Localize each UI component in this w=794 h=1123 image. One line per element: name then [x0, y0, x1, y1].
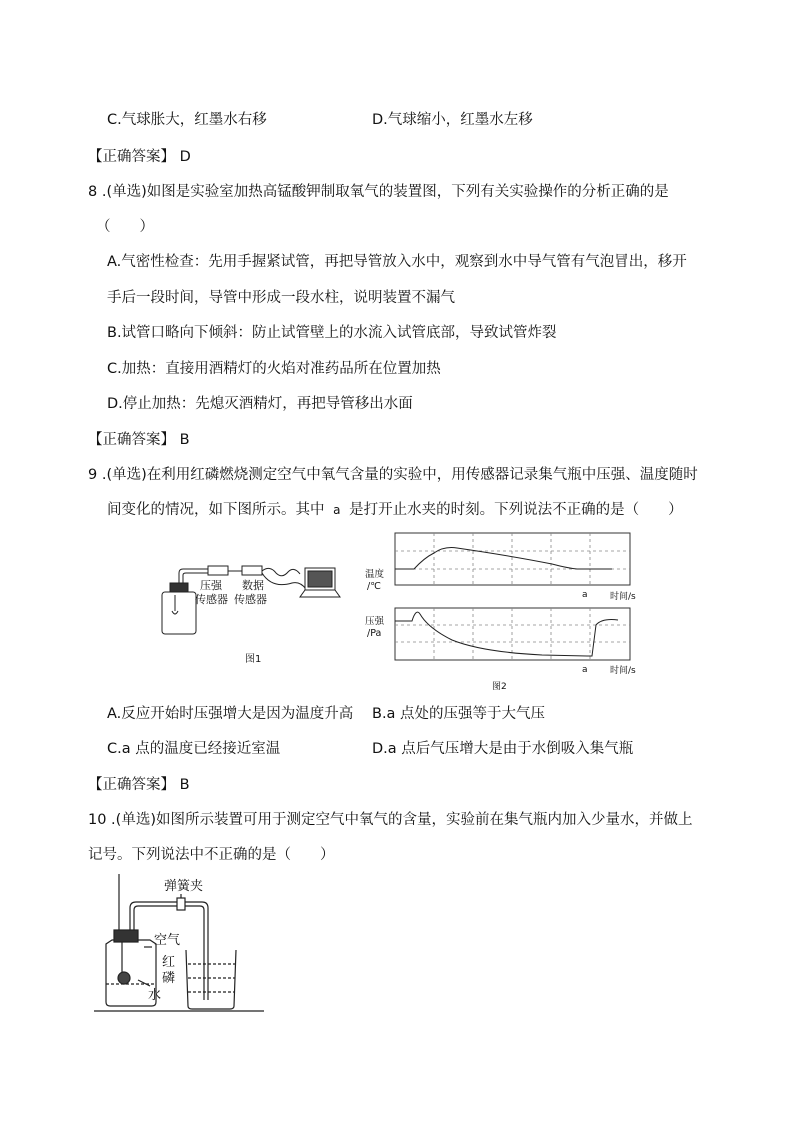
q8-stem-line1: 8 .(单选)如图是实验室加热高锰酸钾制取氧气的装置图，下列有关实验操作的分析正确的是	[88, 184, 669, 200]
q7-answer	[88, 147, 191, 167]
stem-text: 是打开止水夹的时刻。下列说法不正确的是（ ）	[349, 502, 683, 518]
water-label: 水	[148, 988, 162, 1003]
time-axis-label: 时间/s	[610, 666, 636, 676]
answer-label: 【正确答案】	[88, 432, 175, 448]
phosphorus-label: 磷	[162, 971, 176, 986]
figure1-caption: 图1	[245, 654, 262, 665]
temperature-graph	[365, 533, 636, 602]
q8-option-b: B.试管口略向下倾斜：防止试管壁上的水流入试管底部，导致试管炸裂	[107, 325, 557, 341]
pressure-label-2: /Pa	[367, 628, 382, 639]
spring-clamp-label: 弹簧夹	[164, 879, 204, 894]
data-sensor-label-2: 传感器	[234, 593, 267, 606]
q8-option-a-line1: A.气密性检查：先用手握紧试管，再把导管放入水中，观察到水中导气管有气泡冒出，移开	[107, 254, 687, 270]
q8-option-a-line2: 手后一段时间，导管中形成一段水柱，说明装置不漏气	[107, 290, 455, 306]
answer-label: 【正确答案】	[88, 777, 175, 793]
q9-figure2	[362, 528, 644, 693]
q8-option-d: D.停止加热：先熄灭酒精灯，再把导管移出水面	[107, 396, 413, 412]
q9-option-d: D.a 点后气压增大是由于水倒吸入集气瓶	[372, 741, 634, 757]
answer-value: B	[179, 777, 190, 793]
q7-option-c: C.气球胀大，红墨水右移	[107, 112, 267, 128]
q8-stem-line2: （ ）	[96, 219, 154, 235]
answer-label: 【正确答案】	[88, 149, 175, 165]
answer-value: D	[179, 149, 191, 165]
gas-bottle-icon	[162, 583, 196, 634]
q9-figure1	[150, 545, 350, 670]
q9-stem-line2	[107, 500, 683, 520]
q9-stem-line1: 9 .(单选)在利用红磷燃烧测定空气中氧气含量的实验中，用传感器记录集气瓶中压强、温度随时	[88, 467, 698, 483]
q7-option-d: D.气球缩小，红墨水左移	[372, 112, 533, 128]
answer-value: B	[179, 432, 190, 448]
pressure-sensor-label-1: 压强	[200, 579, 222, 592]
computer-icon	[300, 568, 340, 597]
pressure-graph	[365, 608, 636, 676]
figure2-caption: 图2	[492, 682, 507, 692]
temperature-label-2: /℃	[367, 581, 381, 592]
stem-var: a	[333, 503, 341, 517]
stem-text: 间变化的情况，如下图所示。其中	[107, 502, 325, 518]
air-label: 空气	[154, 933, 181, 948]
a-mark: a	[582, 665, 588, 675]
q10-stem-line2: 记号。下列说法中不正确的是（ ）	[88, 847, 335, 863]
a-mark: a	[582, 590, 588, 600]
data-sensor-label-1: 数据	[242, 579, 264, 592]
q9-option-c: C.a 点的温度已经接近室温	[107, 741, 281, 757]
red-label: 红	[162, 955, 176, 970]
pressure-sensor-label-2: 传感器	[195, 593, 228, 606]
q10-apparatus-figure	[92, 872, 267, 1014]
q8-answer	[88, 430, 190, 450]
q9-option-a: A.反应开始时压强增大是因为温度升高	[107, 706, 354, 722]
pressure-label-1: 压强	[365, 616, 385, 627]
q10-stem-line1: 10 .(单选)如图所示装置可用于测定空气中氧气的含量，实验前在集气瓶内加入少量水，并做上	[88, 812, 693, 828]
time-axis-label: 时间/s	[610, 592, 636, 602]
q9-answer	[88, 775, 190, 795]
q8-option-c: C.加热：直接用酒精灯的火焰对准药品所在位置加热	[107, 361, 441, 377]
q9-option-b: B.a 点处的压强等于大气压	[372, 706, 546, 722]
temperature-label-1: 温度	[365, 569, 385, 580]
